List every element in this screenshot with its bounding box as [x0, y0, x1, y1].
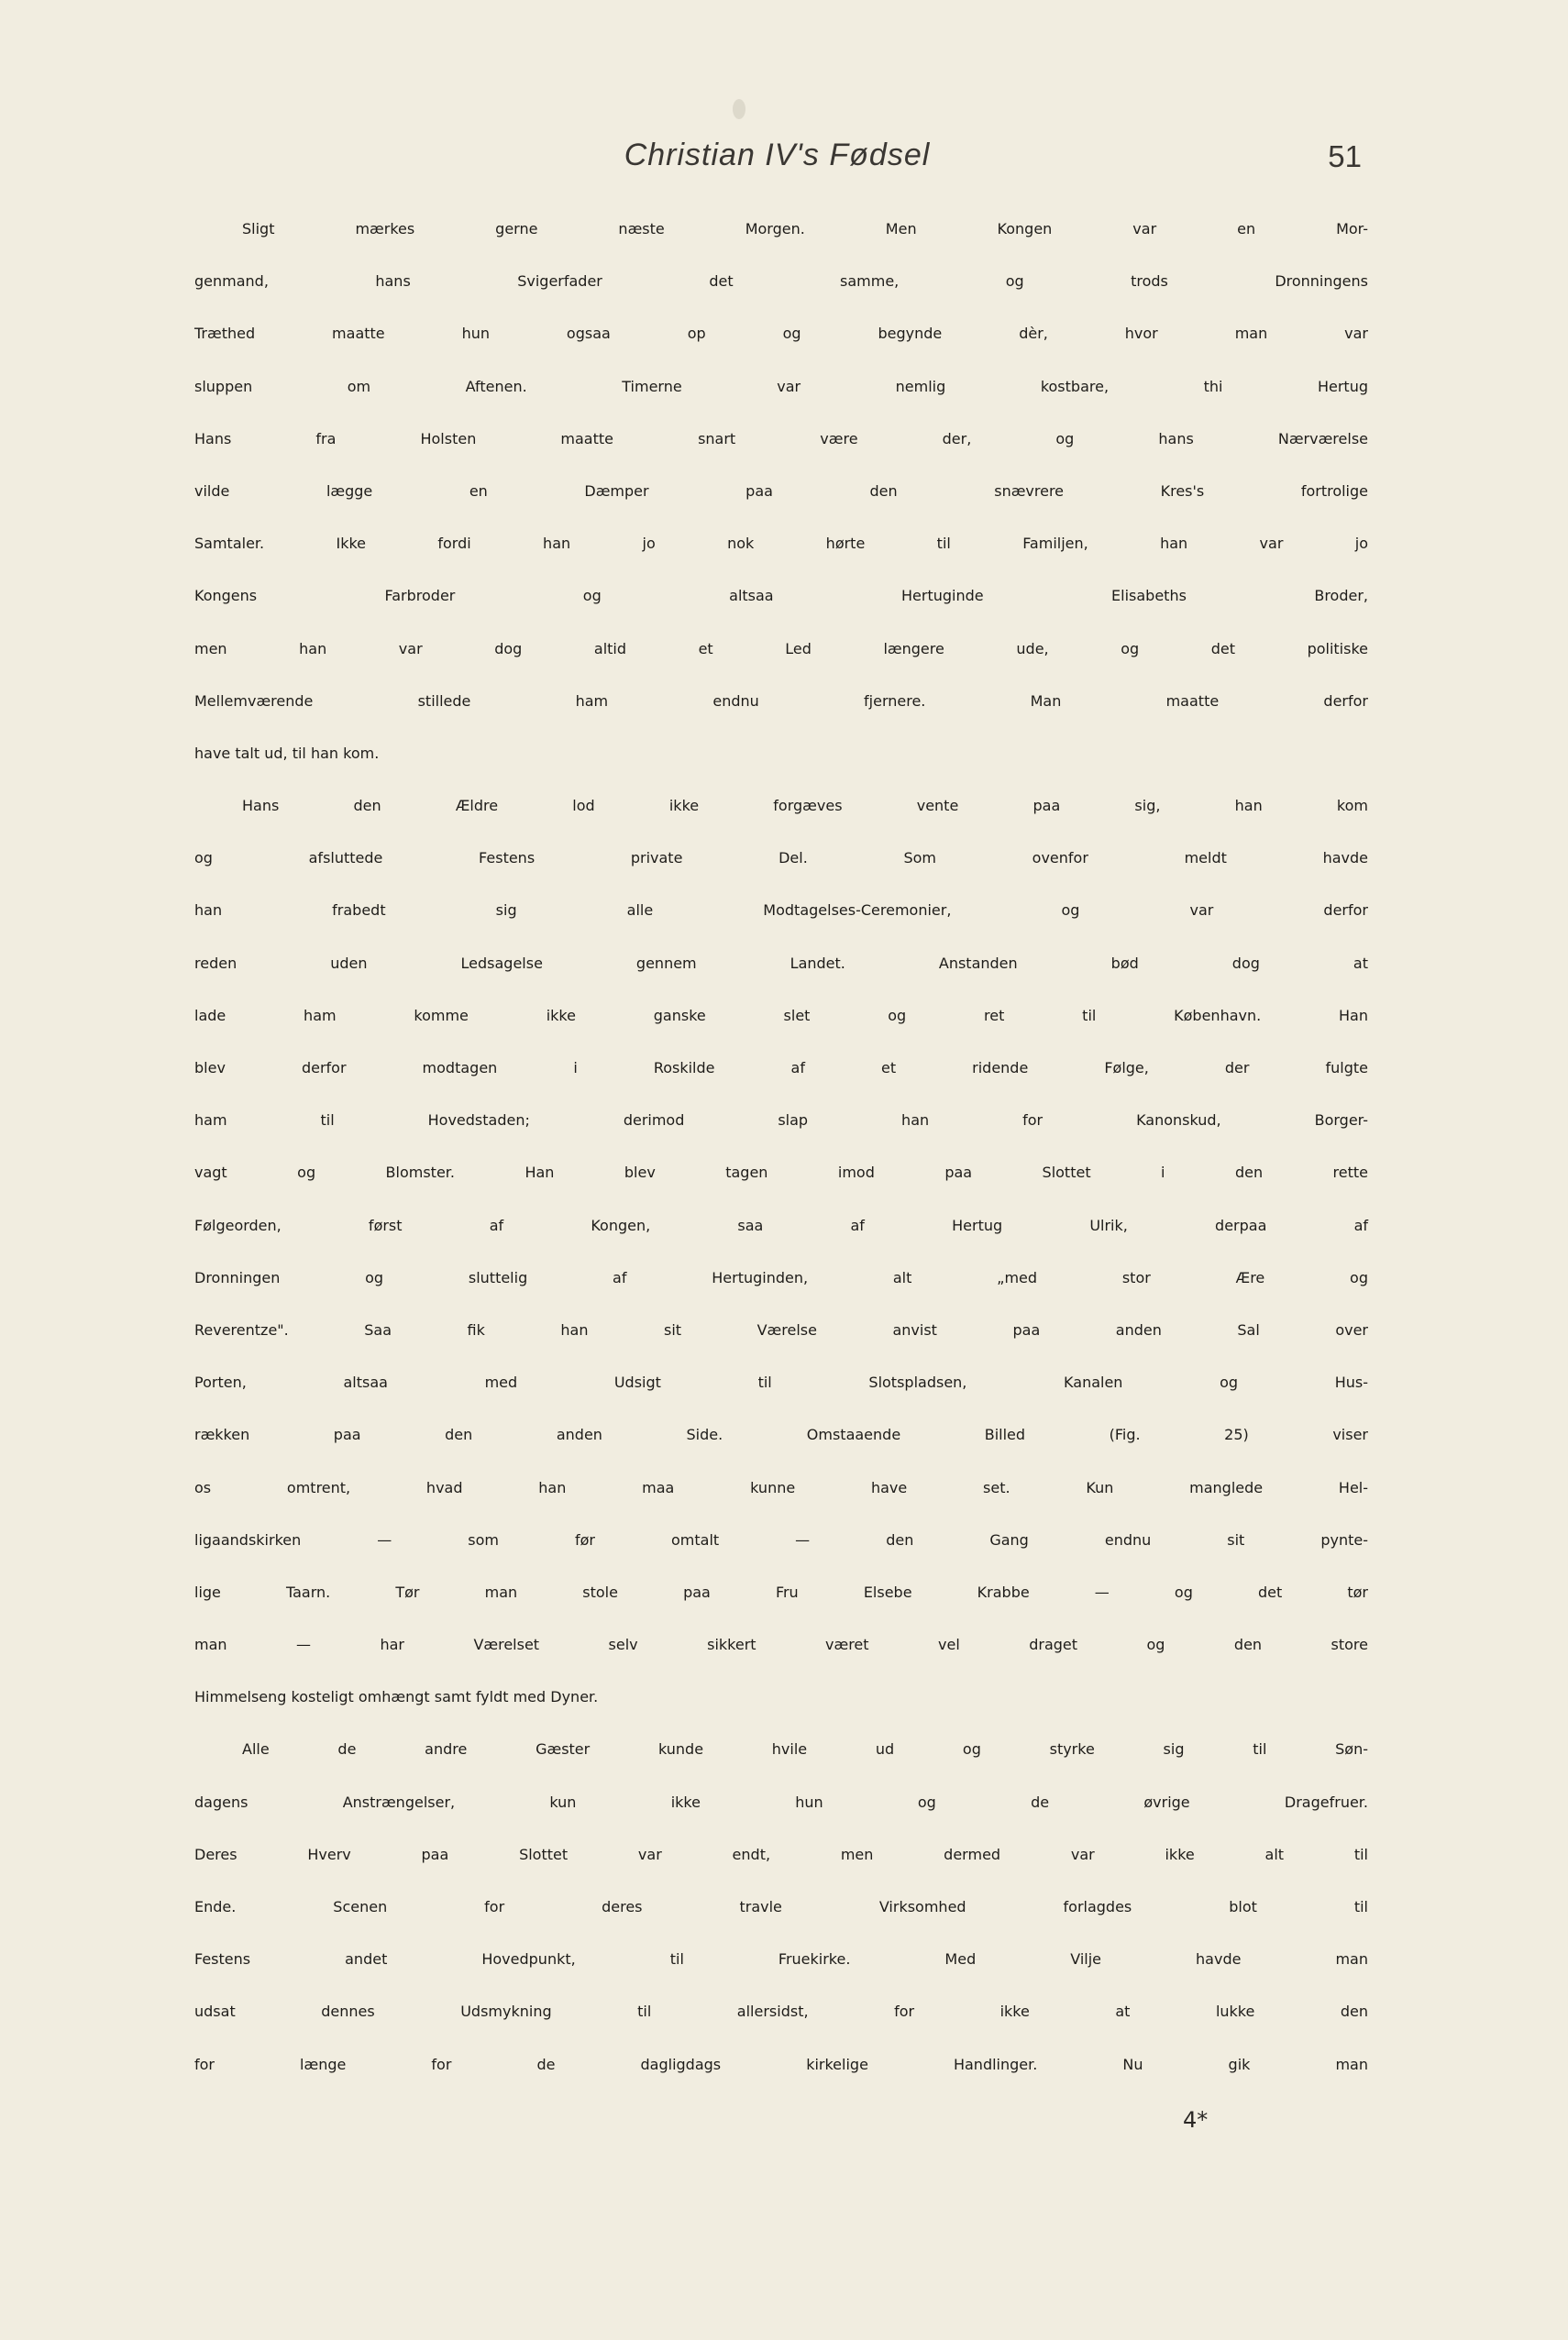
text-line: Følgeorden, først af Kongen, saa af Hertug Ulrik, derpaa af — [194, 1216, 1368, 1234]
page-number: 51 — [1328, 139, 1362, 173]
paragraph-2 — [194, 797, 1368, 1740]
signature-mark: 4* — [1183, 2107, 1209, 2133]
text-line: og afsluttede Festens private Del. Som ovenfor meldt havde — [194, 849, 1368, 867]
text-line: Samtaler. Ikke fordi han jo nok hørte til Familjen, han var jo — [194, 535, 1368, 553]
text-line: ham til Hovedstaden; derimod slap han for Kanonskud, Borger- — [194, 1111, 1368, 1130]
text-line: Himmelseng kosteligt omhængt samt fyldt med Dyner. — [194, 1688, 599, 1706]
text-line: lige Taarn. Tør man stole paa Fru Elsebe Krabbe — og det tør — [194, 1583, 1368, 1601]
text-line: Hans fra Holsten maatte snart være der, og hans Nærværelse — [194, 429, 1368, 447]
body-text — [194, 220, 1368, 2108]
text-line: Dronningen og sluttelig af Hertuginden, alt „med stor Ære og — [194, 1268, 1368, 1286]
text-line: os omtrent, hvad han maa kunne have set. Kun manglede Hel- — [194, 1478, 1368, 1496]
text-line: Hans den Ældre lod ikke forgæves vente paa sig, han kom — [242, 797, 1368, 815]
text-line: Festens andet Hovedpunkt, til Fruekirke. Med Vilje havde man — [194, 1950, 1368, 1969]
paragraph-1 — [194, 220, 1368, 797]
text-line: vagt og Blomster. Han blev tagen imod paa Slottet i den rette — [194, 1164, 1368, 1182]
text-line: Ende. Scenen for deres travle Virksomhed forlagdes blot til — [194, 1898, 1368, 1915]
text-line: dagens Anstrængelser, kun ikke hun og de øvrige Dragefruer. — [194, 1793, 1368, 1811]
text-line: for længe for de dagligdags kirkelige Handlinger. Nu gik man — [194, 2055, 1368, 2073]
paper-speck — [733, 99, 745, 119]
running-title: Christian IV's Fødsel — [624, 138, 931, 172]
text-line: Kongens Farbroder og altsaa Hertuginde Elisabeths Broder, — [194, 587, 1368, 605]
text-line: rækken paa den anden Side. Omstaaende Billed (Fig. 25) viser — [194, 1426, 1368, 1444]
text-line: lade ham komme ikke ganske slet og ret til København. Han — [194, 1006, 1368, 1024]
text-line: Reverentze". Saa fik han sit Værelse anvist paa anden Sal over — [194, 1320, 1368, 1339]
text-line: have talt ud, til han kom. — [194, 744, 380, 762]
text-line: han frabedt sig alle Modtagelses-Ceremonier, og var derfor — [194, 901, 1368, 920]
text-line: blev derfor modtagen i Roskilde af et ridende Følge, der fulgte — [194, 1059, 1368, 1076]
text-line: Deres Hverv paa Slottet var endt, men dermed var ikke alt til — [194, 1845, 1368, 1863]
text-line: genmand, hans Svigerfader det samme, og trods Dronningens — [194, 272, 1368, 291]
text-line: vilde lægge en Dæmper paa den snævrere Kres's fortrolige — [194, 481, 1368, 500]
paragraph-3 — [194, 1740, 1368, 2107]
running-head — [193, 138, 1362, 193]
text-line: Træthed maatte hun ogsaa op og begynde dèr, hvor man var — [194, 325, 1368, 343]
text-line: Mellemværende stillede ham endnu fjernere. Man maatte derfor — [194, 691, 1368, 710]
text-line: Porten, altsaa med Udsigt til Slotspladsen, Kanalen og Hus- — [194, 1374, 1368, 1392]
text-line: sluppen om Aftenen. Timerne var nemlig kostbare, thi Hertug — [194, 377, 1368, 395]
text-line: Sligt mærkes gerne næste Morgen. Men Kongen var en Mor- — [242, 220, 1368, 237]
text-line: ligaandskirken — som før omtalt — den Gang endnu sit pynte- — [194, 1530, 1368, 1549]
text-line: udsat dennes Udsmykning til allersidst, for ikke at lukke den — [194, 2003, 1368, 2021]
text-line: Alle de andre Gæster kunde hvile ud og styrke sig til Søn- — [242, 1740, 1368, 1759]
text-line: reden uden Ledsagelse gennem Landet. Anstanden bød dog at — [194, 954, 1368, 972]
text-line: men han var dog altid et Led længere ude, og det politiske — [194, 639, 1368, 657]
text-line: man — har Værelset selv sikkert været vel draget og den store — [194, 1636, 1368, 1654]
